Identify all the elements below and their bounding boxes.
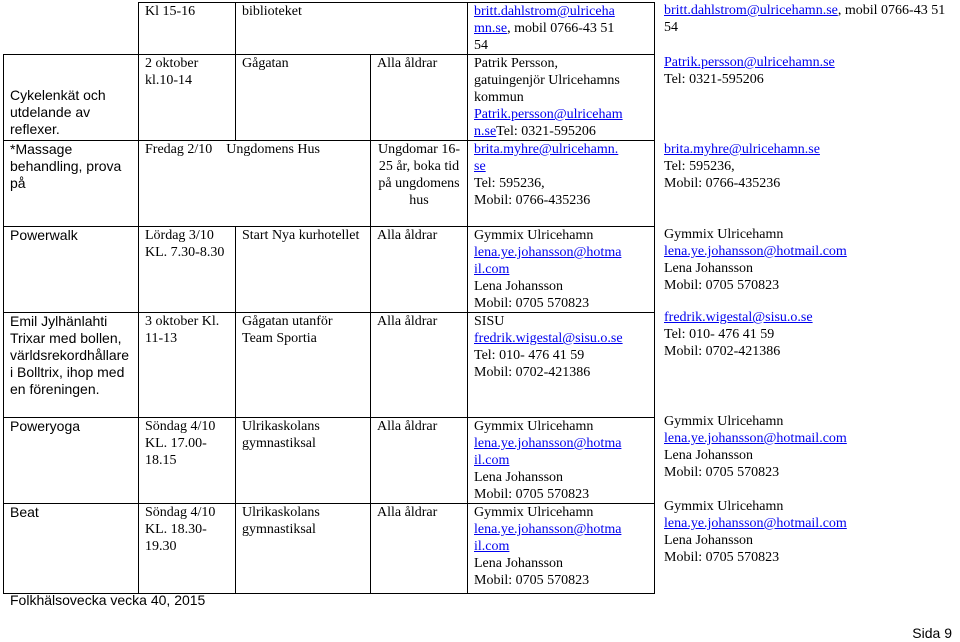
table-row — [4, 3, 655, 55]
contact-name: Patrik Persson, — [474, 56, 558, 71]
contact-phone: , mobil 0766-43 51 54 — [664, 3, 946, 35]
activity-audience: Ungdomar 16-25 år, boka tid på ungdomens hus — [377, 142, 461, 208]
contact-block — [664, 498, 958, 566]
contact-block — [664, 309, 958, 360]
activity-name: Powerwalk — [10, 227, 78, 243]
contact-email-link[interactable]: Patrik.persson@ulricehamn.se — [664, 55, 835, 70]
activity-name: Emil Jylhänlahti Trixar med bollen, världsrekordhållare i Bolltrix, ihop med en föreningen. — [10, 313, 130, 397]
audience-cell — [371, 504, 468, 594]
contact-cell — [468, 227, 655, 313]
audience-cell — [371, 313, 468, 418]
contact-email-link[interactable]: lena.ye.johansson@hotmail.com — [664, 431, 847, 446]
audience-cell — [371, 418, 468, 504]
contact-email-link[interactable]: fredrik.wigestal@sisu.o.se — [474, 331, 623, 346]
contact-email-link[interactable]: il.com — [474, 539, 510, 554]
contact-mobile: Mobil: 0766-435236 — [664, 176, 781, 191]
table-row — [4, 227, 655, 313]
activity-date: Fredag 2/10 — [145, 142, 213, 157]
activity-name: *Massage behandling, prova på — [10, 141, 122, 191]
contact-email-link[interactable]: lena.ye.johansson@hotmail.com — [664, 516, 847, 531]
page-number: Sida 9 — [912, 625, 952, 641]
contact-cell — [468, 141, 655, 227]
activity-place: Ulrikaskolans gymnastiksal — [242, 505, 320, 537]
contact-email-link[interactable]: lena.ye.johansson@hotma — [474, 245, 622, 260]
date-cell — [139, 313, 236, 418]
contact-name: Lena Johansson — [664, 533, 754, 548]
contact-mobile: Mobil: 0766-435236 — [474, 193, 591, 208]
table-row — [4, 141, 655, 227]
activity-place: Ulrikaskolans gymnastiksal — [242, 419, 320, 451]
schedule-table — [3, 2, 655, 594]
contact-email-link[interactable]: lena.ye.johansson@hotma — [474, 522, 622, 537]
contact-mobile: Mobil: 0702-421386 — [664, 344, 781, 359]
activity-name: Poweryoga — [10, 418, 81, 434]
audience-cell — [371, 55, 468, 141]
contact-name: Lena Johansson — [474, 279, 564, 294]
contact-role: gatuingenjör Ulricehamns kommun — [474, 73, 620, 105]
contact-block — [664, 226, 958, 294]
contact-org: Gymmix Ulricehamn — [664, 499, 784, 514]
contact-email-link[interactable]: fredrik.wigestal@sisu.o.se — [664, 310, 813, 325]
contact-phone: Tel: 595236, — [474, 176, 545, 191]
place-cell — [236, 313, 371, 418]
contact-mobile: Mobil: 0705 570823 — [474, 487, 590, 502]
contact-name: Lena Johansson — [664, 448, 754, 463]
contact-block — [664, 413, 958, 481]
date-cell — [139, 55, 236, 141]
contact-email-link[interactable]: britt.dahlstrom@ulriceha — [474, 4, 615, 19]
date-cell — [139, 227, 236, 313]
contact-org: Gymmix Ulricehamn — [664, 414, 784, 429]
contact-phone: , mobil 0766-43 51 — [507, 21, 615, 36]
contact-email-link[interactable]: il.com — [474, 453, 510, 468]
date-cell — [139, 504, 236, 594]
activity-audience: Alla åldrar — [377, 314, 438, 329]
date-place-cell — [139, 141, 371, 227]
activity-cell — [4, 55, 139, 141]
audience-cell — [371, 141, 468, 227]
contact-mobile: Mobil: 0705 570823 — [664, 278, 780, 293]
activity-date: Söndag 4/10 KL. 18.30-19.30 — [145, 505, 216, 554]
contact-phone: Tel: 0321-595206 — [664, 72, 764, 87]
activity-date: 3 oktober Kl. 11-13 — [145, 314, 220, 346]
activity-cell — [4, 504, 139, 594]
date-cell — [139, 418, 236, 504]
contact-cell — [468, 418, 655, 504]
activity-name: Cykelenkät och utdelande av reflexer. — [10, 87, 106, 137]
contact-email-link[interactable]: britt.dahlstrom@ulricehamn.se — [664, 3, 838, 18]
header-activity-cell — [4, 3, 139, 55]
contact-org: Gymmix Ulricehamn — [664, 227, 784, 242]
contact-email-link[interactable]: il.com — [474, 262, 510, 277]
contact-block — [664, 54, 958, 88]
activity-place: Gågatan utanför Team Sportia — [242, 314, 333, 346]
activity-audience: Alla åldrar — [377, 228, 438, 243]
contact-email-link[interactable]: se — [474, 159, 486, 174]
contact-email-link[interactable]: lena.ye.johansson@hotma — [474, 436, 622, 451]
table-row — [4, 313, 655, 418]
place-cell — [236, 55, 371, 141]
activity-place: Ungdomens Hus — [226, 142, 320, 157]
contact-email-link[interactable]: mn.se — [474, 21, 508, 36]
contact-phone-cont: 54 — [474, 38, 488, 53]
contact-email-link[interactable]: lena.ye.johansson@hotmail.com — [664, 244, 847, 259]
contact-mobile: Mobil: 0705 570823 — [474, 573, 590, 588]
contact-email-link[interactable]: n.se — [474, 124, 497, 139]
header-time: Kl 15-16 — [145, 4, 196, 19]
contact-name: Lena Johansson — [474, 556, 564, 571]
contact-mobile: Mobil: 0705 570823 — [664, 550, 780, 565]
contact-block — [664, 2, 958, 36]
activity-audience: Alla åldrar — [377, 419, 438, 434]
activity-cell — [4, 313, 139, 418]
activity-audience: Alla åldrar — [377, 505, 438, 520]
activity-audience: Alla åldrar — [377, 56, 438, 71]
activity-place: Gågatan — [242, 56, 289, 71]
activity-date: Lördag 3/10 KL. 7.30-8.30 — [145, 228, 225, 260]
table-row — [4, 418, 655, 504]
place-cell — [236, 418, 371, 504]
header-place-cell — [236, 3, 468, 55]
contact-block — [664, 141, 958, 192]
header-place: biblioteket — [242, 4, 302, 19]
contact-org: SISU — [474, 314, 505, 329]
table-row — [4, 55, 655, 141]
contact-email-link[interactable]: Patrik.persson@ulriceham — [474, 107, 623, 122]
contact-org: Gymmix Ulricehamn — [474, 419, 594, 434]
contact-name: Lena Johansson — [664, 261, 754, 276]
activity-date: 2 oktober kl.10-14 — [145, 56, 199, 88]
contact-mobile: Mobil: 0705 570823 — [474, 296, 590, 311]
activity-date: Söndag 4/10 KL. 17.00-18.15 — [145, 419, 216, 468]
activity-cell — [4, 141, 139, 227]
contact-mobile: Mobil: 0702-421386 — [474, 365, 591, 380]
contact-org: Gymmix Ulricehamn — [474, 228, 594, 243]
activity-name: Beat — [10, 504, 39, 520]
page-footer: Folkhälsovecka vecka 40, 2015 — [10, 592, 206, 608]
contact-phone: Tel: 010- 476 41 59 — [474, 348, 585, 363]
header-time-cell — [139, 3, 236, 55]
contact-cell — [468, 55, 655, 141]
activity-cell — [4, 418, 139, 504]
contact-mobile: Mobil: 0705 570823 — [664, 465, 780, 480]
header-contact-cell — [468, 3, 655, 55]
contact-name: Lena Johansson — [474, 470, 564, 485]
activity-cell — [4, 227, 139, 313]
contact-phone: Tel: 010- 476 41 59 — [664, 327, 775, 342]
contact-phone: Tel: 0321-595206 — [496, 124, 596, 139]
place-cell — [236, 227, 371, 313]
place-cell — [236, 504, 371, 594]
table-row — [4, 504, 655, 594]
contact-email-link[interactable]: brita.myhre@ulricehamn. — [474, 142, 619, 157]
contact-email-link[interactable]: brita.myhre@ulricehamn.se — [664, 142, 820, 157]
contact-phone: Tel: 595236, — [664, 159, 735, 174]
contact-org: Gymmix Ulricehamn — [474, 505, 594, 520]
audience-cell — [371, 227, 468, 313]
activity-place: Start Nya kurhotellet — [242, 228, 360, 243]
contact-cell — [468, 313, 655, 418]
contact-cell — [468, 504, 655, 594]
